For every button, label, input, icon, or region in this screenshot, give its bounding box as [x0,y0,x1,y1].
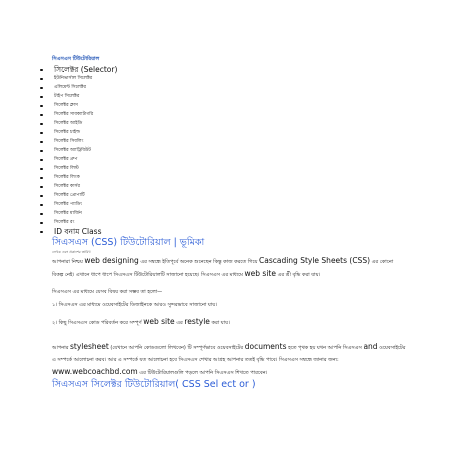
toc-item-label[interactable]: সিলেক্টর অ্যাট্রিবিউট [54,148,91,153]
bullet-icon [40,132,43,135]
toc-item-label[interactable]: সিলেক্টর প্রোপার্টি [54,193,85,198]
bullet-icon [40,195,43,198]
bullet-icon [40,114,43,117]
bullet-icon [40,168,43,171]
bullet-icon [40,177,43,180]
intro-meta: লেখক এবং প্রকাশের তারিখ [52,250,91,254]
english-term: www.webcoachbd.com [52,367,138,376]
bullet-icon [40,123,43,126]
toc-item-label[interactable]: সিলেক্টর আইডি [54,121,83,126]
toc-item-label[interactable]: ইউনিভার্সাল সিলেক্টর [54,76,93,81]
english-term: Cascading Style Sheets (CSS) [259,256,371,265]
english-term: web site [143,317,175,326]
text-run: (যেখানে আপনি কোডগুলো লিখবেন) টি সম্পূর্ণভাবে ওয়েবসাইটের [108,345,245,351]
intro-list-item-2 [52,316,406,329]
english-term: and [363,342,378,351]
toc-item-label[interactable]: সিলেক্টর সিবলিং [54,139,84,144]
text-run: ২। কিছু সিএসএস কোড পরিবর্তন করে সম্পূর্ণ [52,320,144,326]
toc-item-label[interactable]: সিলেক্টর লিস্ট [54,166,79,171]
text-run: এর টিউটোরিয়ালগুলি পড়লে আপনি সিএসএস শিখতে পারবেন। [137,370,268,376]
bullet-icon [40,231,43,234]
english-term: web designing [84,256,139,265]
toc-item-label[interactable]: ID বনাম Class [54,227,102,236]
bullet-icon [40,186,43,189]
toc-item-label[interactable]: সিলেক্টর রং [54,220,75,225]
text-run: এর [174,320,185,326]
toc-item-label[interactable]: সিলেক্টর ক্লাস [54,103,78,108]
english-term: stylesheet [70,342,109,351]
bullet-icon [40,222,43,225]
toc-item-label[interactable]: সিলেক্টর মার্জিন [54,211,82,216]
intro-title: সিএসএস (CSS) টিউটোরিয়াল | ভূমিকা [52,237,205,248]
text-run: এর কোনো বিকল্প নেই। এখানে ধাপে ধাপে সিএসএস টিউটোরিয়ালটি সাজানো হয়েছে। সিএসএস এর মাধ্যমে [52,259,394,278]
toc-item-label[interactable]: সিলেক্টর চাইল্ড [54,130,80,135]
toc-item-label[interactable]: এলিমেন্ট সিলেক্টর [54,85,86,90]
text-run: আপনার [52,345,71,351]
text-run: হতে পৃথক হয় যখন আপনি সিএসএস [286,345,364,351]
bullet-icon [40,69,43,72]
text-run: এর শ্রী বৃদ্ধি করা যায়। [275,272,321,278]
bullet-icon [40,105,43,108]
bullet-icon [40,204,43,207]
toc-item-label[interactable]: সিলেক্টর প্যাডিং [54,202,83,207]
toc-item-label[interactable]: সিলেক্টর সাবক্যাটাগরি [54,112,94,117]
bullet-icon [40,150,43,153]
intro-paragraph-1 [52,255,406,281]
text-run: এর সম্বন্ধে ইতিপূর্বে অনেক শুনেছেন কিন্তু কাজ করতে গিয়ে [138,259,259,265]
bullet-icon [40,87,43,90]
bullet-icon [40,141,43,144]
text-run: করা যায়। [209,320,230,326]
toc-item-label[interactable]: সিলেক্টর (Selector) [54,65,118,74]
bullet-icon [40,96,43,99]
toc-item-label[interactable]: সিলেক্টর গ্রুপ [54,157,78,162]
intro-paragraph-3 [52,341,406,379]
selector-section-title: সিএসএস সিলেক্টর টিউটোরিয়াল( CSS Sel ect or ) [52,379,256,390]
text-run: ওয়েবসাইটের এ সম্পর্কে আলোচনা করব। আর এ সম্পর্কে যত আলোচনা হবে সিএসএস শেখার আগ্রহ আপনার ততই বৃদ্ধি পাবে। সিএসএস সম্বন্ধে জানার জন্য: [52,345,406,363]
toc-heading[interactable]: সিএসএস টিউটোরিয়াল [52,56,100,62]
toc-item-label[interactable]: সিলেক্টর কার্সর [54,184,80,189]
bullet-icon [40,78,43,81]
toc-item-label[interactable]: সিলেক্টর লিংক [54,175,80,180]
text-run: আপনারা নিশ্চয় [52,259,85,265]
bullet-icon [40,159,43,162]
bullet-icon [40,213,43,216]
intro-list-item-1: ১। সিএসএস এর মাধ্যমে ওয়েবসাইটের ডিজাইনকে আরও সুন্দরভাবে সাজানো যায়। [52,302,217,308]
intro-paragraph-2: সিএসএস এর মাধ্যমে যেসব বিষয় করা সম্ভব তা হলো— [52,289,163,295]
english-term: restyle [184,317,210,326]
english-term: web site [244,269,276,278]
english-term: documents [244,342,287,351]
toc-item-label[interactable]: টাইপ সিলেক্টর [54,94,80,99]
